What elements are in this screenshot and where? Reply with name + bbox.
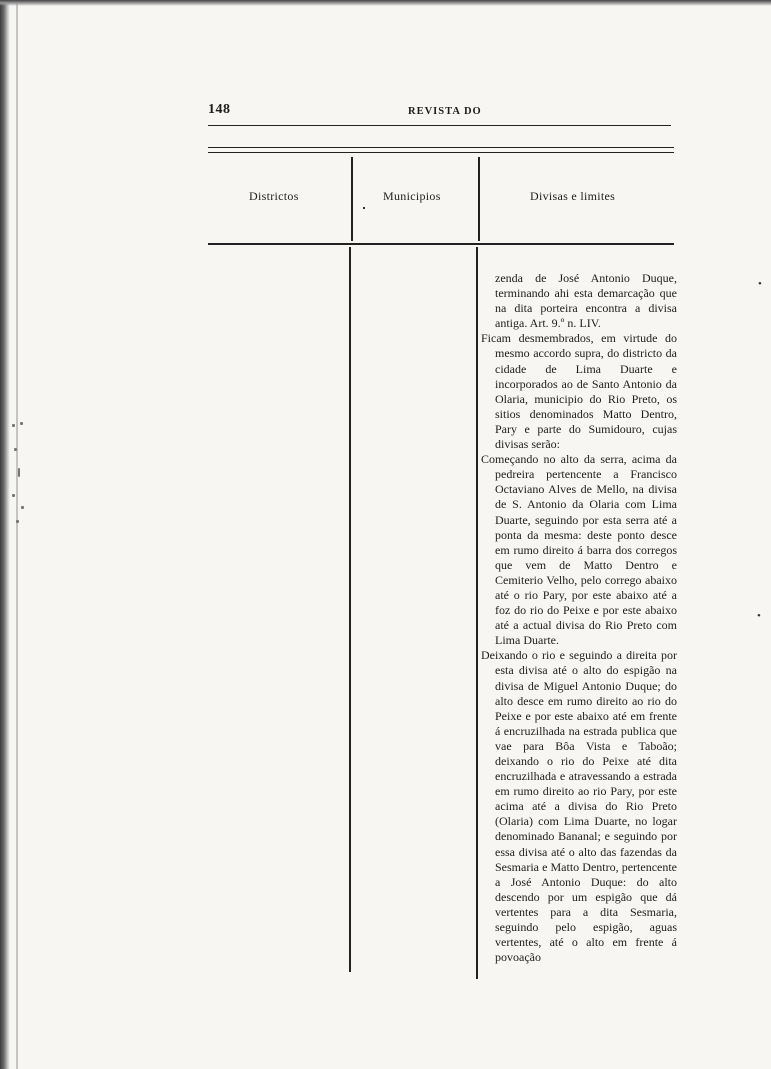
scan-top-edge bbox=[0, 0, 771, 6]
margin-speck-right-2: • bbox=[757, 610, 761, 622]
margin-speck-right-1: • bbox=[758, 278, 762, 290]
paragraph-comecando: Começando no alto da serra, acima da pedreira pertencente a Francisco Octaviano Alves de Mello, na divisa de S. Antonio da Olaria com Lima Duarte, seguindo por esta serra até a ponta da mesma: deste ponto desce em rumo direito á barra dos corregos que vem de Matto Dentro e Cemiterio Velho, pelo corrego abaixo até o rio Pary, por este abaixo até a foz do rio do Peixe e por este abaixo até a actual divisa do Rio Preto com Lima Duarte. bbox=[481, 452, 677, 648]
column-divider-body-1 bbox=[349, 247, 351, 972]
ink-speck bbox=[363, 207, 365, 209]
column-divider-header-1 bbox=[351, 157, 353, 241]
page-binding-edge bbox=[16, 0, 18, 1069]
divisas-column-text bbox=[481, 271, 677, 965]
column-header-divisas: Divisas e limites bbox=[530, 189, 616, 203]
paragraph-deixando: Deixando o rio e seguindo a direita por esta divisa até o alto do espigão na divisa de Miguel Antonio Duque; do alto desce em rumo direito ao rio do Peixe e por este abaixo até em frente á encruzilhada na estrada publica que vae para Bôa Vista e Taboão; deixando o rio do Peixe até dita encruzilhada e atravessando a estrada em rumo direito ao rio Pary, por este acima até a divisa do Rio Preto (Olaria) com Lima Duarte, no logar denominado Bananal; e seguindo por essa divisa até o alto das fazendas da Sesmaria e Matto Dentro, pertencente a José Antonio Duque: do alto descendo por um espigão que dá vertentes para a dita Sesmaria, seguindo pelo espigão, aguas vertentes, até o alto em frente á povoação bbox=[481, 648, 677, 965]
page-binding-shadow bbox=[0, 0, 10, 1069]
table-top-rule bbox=[208, 147, 674, 148]
header-rule bbox=[208, 125, 671, 126]
paragraph-ficam-desmembrados: Ficam desmembrados, em virtude do mesmo accordo supra, do districto da cidade de Lima Duarte e incorporados ao de Santo Antonio da Olaria, municipio do Rio Preto, os sitios denominados Matto Dentro, Pary e parte do Sumidouro, cujas divisas serão: bbox=[481, 331, 677, 452]
column-divider-body-2 bbox=[476, 247, 478, 979]
column-header-municipios: Municipios bbox=[383, 189, 441, 203]
page-number: 148 bbox=[208, 102, 231, 117]
paragraph-continuation: zenda de José Antonio Duque, terminando ahi esta demarcação que na dita porteira encontra a divisa antiga. Art. 9.º n. LIV. bbox=[495, 271, 677, 331]
margin-specks bbox=[8, 420, 30, 530]
column-header-districtos: Districtos bbox=[249, 189, 299, 203]
table-header-bottom-rule bbox=[208, 243, 674, 245]
table-top-rule-inner bbox=[208, 152, 674, 153]
running-head: REVISTA DO bbox=[408, 106, 482, 117]
column-divider-header-2 bbox=[478, 157, 480, 241]
